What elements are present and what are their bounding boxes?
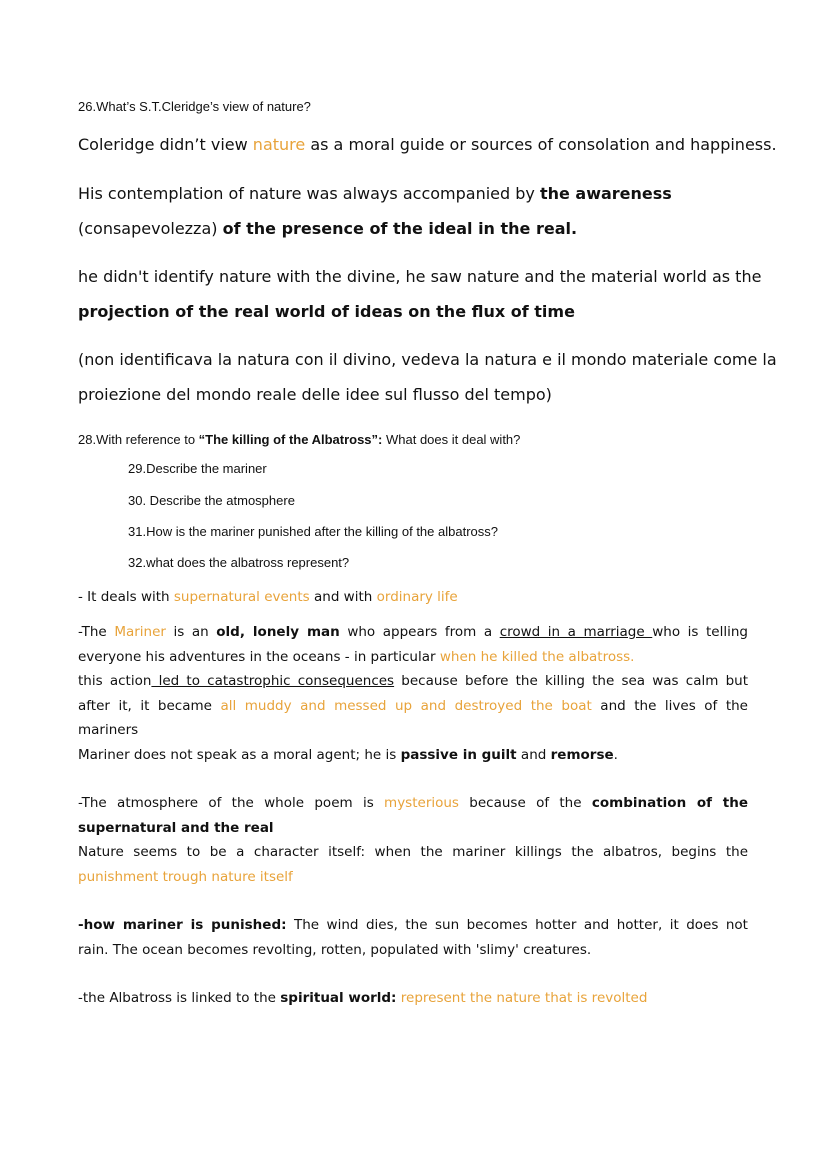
punishment-line-1: -how mariner is punished: The wind dies, the sun becomes hotter and hotter, it does not bbox=[78, 917, 748, 933]
question-28: 28.With reference to “The killing of the Albatross”: What does it deal with? bbox=[78, 432, 521, 447]
coleridge-line-2: His contemplation of nature was always accompanied by the awareness bbox=[78, 184, 672, 203]
coleridge-line-3: (consapevolezza) of the presence of the ideal in the real. bbox=[78, 219, 578, 238]
subquestion-30: 30. Describe the atmosphere bbox=[128, 493, 295, 508]
atmosphere-line-4: punishment trough nature itself bbox=[78, 868, 293, 885]
answer-deals-with: - It deals with supernatural events and with ordinary life bbox=[78, 589, 458, 605]
mariner-line-1: -The Mariner is an old, lonely man who appears from a crowd in a marriage who is telling bbox=[78, 624, 748, 640]
mariner-line-3: this action led to catastrophic consequences because before the killing the sea was calm but bbox=[78, 673, 749, 689]
mariner-line-6: Mariner does not speak as a moral agent; he is passive in guilt and remorse. bbox=[78, 746, 618, 763]
mariner-line-4: after it, it became all muddy and messed up and destroyed the boat and the lives of the bbox=[78, 697, 748, 714]
answer-albatross: -the Albatross is linked to the spiritual world: represent the nature that is revolted bbox=[78, 990, 648, 1006]
coleridge-line-1: Coleridge didn’t view nature as a moral guide or sources of consolation and happiness. bbox=[78, 135, 777, 154]
atmosphere-line-1: -The atmosphere of the whole poem is mysterious because of the combination of the bbox=[78, 795, 748, 811]
subquestion-31: 31.How is the mariner punished after the killing of the albatross? bbox=[128, 524, 498, 539]
subquestion-32: 32.what does the albatross represent? bbox=[128, 555, 350, 570]
coleridge-line-7: proiezione del mondo reale delle idee sul flusso del tempo) bbox=[78, 385, 552, 404]
atmosphere-line-3: Nature seems to be a character itself: when the mariner killings the albatros, begins the bbox=[78, 844, 748, 860]
atmosphere-line-2: supernatural and the real bbox=[78, 819, 274, 836]
answer-atmosphere bbox=[78, 791, 748, 889]
coleridge-line-4: he didn't identify nature with the divine, he saw nature and the material world as the bbox=[78, 267, 762, 286]
highlight-nature: nature bbox=[252, 135, 306, 154]
subquestion-29: 29.Describe the mariner bbox=[128, 461, 267, 476]
mariner-line-2: everyone his adventures in the oceans - in particular when he killed the albatross. bbox=[78, 648, 635, 665]
answer-punishment bbox=[78, 913, 748, 962]
answer-mariner bbox=[78, 620, 748, 767]
coleridge-line-6: (non identificava la natura con il divino, vedeva la natura e il mondo materiale come la bbox=[78, 350, 777, 369]
coleridge-line-5: projection of the real world of ideas on the flux of time bbox=[78, 302, 575, 321]
punishment-line-2: rain. The ocean becomes revolting, rotten, populated with 'slimy' creatures. bbox=[78, 941, 592, 958]
question-26: 26.What’s S.T.Cleridge’s view of nature? bbox=[78, 99, 311, 114]
mariner-line-5: mariners bbox=[78, 722, 139, 738]
